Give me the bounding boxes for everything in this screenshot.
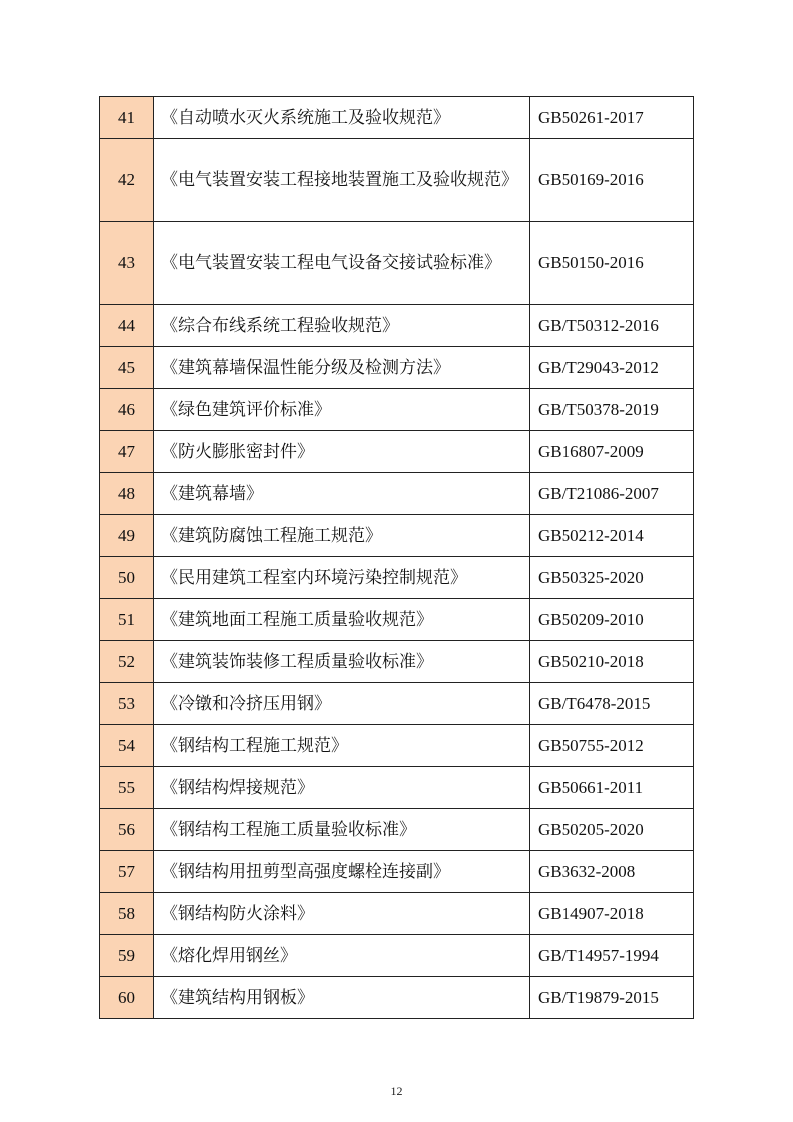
table-row: [100, 893, 694, 935]
standards-table: [99, 96, 694, 1019]
table-row: [100, 599, 694, 641]
standard-code: GB/T29043-2012: [530, 347, 694, 389]
standard-title: 《综合布线系统工程验收规范》: [154, 305, 530, 347]
table-row: [100, 515, 694, 557]
standard-code: GB/T50312-2016: [530, 305, 694, 347]
table-row: [100, 347, 694, 389]
row-number: 42: [100, 139, 154, 222]
row-number: 59: [100, 935, 154, 977]
table-row: [100, 473, 694, 515]
row-number: 53: [100, 683, 154, 725]
row-number: 43: [100, 222, 154, 305]
table-row: [100, 641, 694, 683]
page-number: 12: [390, 1084, 403, 1098]
standard-code: GB50205-2020: [530, 809, 694, 851]
row-number: 44: [100, 305, 154, 347]
standard-code: GB50209-2010: [530, 599, 694, 641]
row-number: 46: [100, 389, 154, 431]
standard-title: 《建筑装饰装修工程质量验收标准》: [154, 641, 530, 683]
row-number: 60: [100, 977, 154, 1019]
standard-title: 《钢结构焊接规范》: [154, 767, 530, 809]
standard-code: GB50661-2011: [530, 767, 694, 809]
standard-code: GB50755-2012: [530, 725, 694, 767]
standard-code: GB50169-2016: [530, 139, 694, 222]
standard-code: GB/T14957-1994: [530, 935, 694, 977]
standard-title: 《自动喷水灭火系统施工及验收规范》: [154, 97, 530, 139]
standard-code: GB50325-2020: [530, 557, 694, 599]
standard-code: GB/T6478-2015: [530, 683, 694, 725]
table-row: [100, 305, 694, 347]
standard-title: 《防火膨胀密封件》: [154, 431, 530, 473]
row-number: 50: [100, 557, 154, 599]
standard-title: 《建筑结构用钢板》: [154, 977, 530, 1019]
row-number: 56: [100, 809, 154, 851]
standard-title: 《建筑防腐蚀工程施工规范》: [154, 515, 530, 557]
standard-title: 《钢结构防火涂料》: [154, 893, 530, 935]
standard-title: 《熔化焊用钢丝》: [154, 935, 530, 977]
standard-title: 《绿色建筑评价标准》: [154, 389, 530, 431]
row-number: 45: [100, 347, 154, 389]
table-row: [100, 809, 694, 851]
row-number: 48: [100, 473, 154, 515]
table-row: [100, 431, 694, 473]
row-number: 41: [100, 97, 154, 139]
table-row: [100, 97, 694, 139]
standard-title: 《钢结构工程施工规范》: [154, 725, 530, 767]
standard-title: 《冷镦和冷挤压用钢》: [154, 683, 530, 725]
table-row: [100, 389, 694, 431]
standard-title: 《建筑幕墙》: [154, 473, 530, 515]
standard-title: 《钢结构工程施工质量验收标准》: [154, 809, 530, 851]
standard-title: 《建筑幕墙保温性能分级及检测方法》: [154, 347, 530, 389]
table-row: [100, 222, 694, 305]
row-number: 52: [100, 641, 154, 683]
standard-title: 《民用建筑工程室内环境污染控制规范》: [154, 557, 530, 599]
table-row: [100, 767, 694, 809]
table-row: [100, 683, 694, 725]
standard-code: GB50261-2017: [530, 97, 694, 139]
table-row: [100, 557, 694, 599]
standard-title: 《钢结构用扭剪型高强度螺栓连接副》: [154, 851, 530, 893]
row-number: 55: [100, 767, 154, 809]
row-number: 51: [100, 599, 154, 641]
row-number: 47: [100, 431, 154, 473]
row-number: 49: [100, 515, 154, 557]
standard-code: GB/T50378-2019: [530, 389, 694, 431]
row-number: 54: [100, 725, 154, 767]
standard-code: GB3632-2008: [530, 851, 694, 893]
row-number: 58: [100, 893, 154, 935]
table-row: [100, 851, 694, 893]
standard-title: 《建筑地面工程施工质量验收规范》: [154, 599, 530, 641]
standard-code: GB/T19879-2015: [530, 977, 694, 1019]
standard-code: GB/T21086-2007: [530, 473, 694, 515]
standard-code: GB14907-2018: [530, 893, 694, 935]
standard-code: GB50150-2016: [530, 222, 694, 305]
standard-title: 《电气装置安装工程接地装置施工及验收规范》: [154, 139, 530, 222]
table-row: [100, 139, 694, 222]
standard-code: GB50210-2018: [530, 641, 694, 683]
table-row: [100, 725, 694, 767]
standard-title: 《电气装置安装工程电气设备交接试验标准》: [154, 222, 530, 305]
table-row: [100, 977, 694, 1019]
standard-code: GB50212-2014: [530, 515, 694, 557]
row-number: 57: [100, 851, 154, 893]
standard-code: GB16807-2009: [530, 431, 694, 473]
table-row: [100, 935, 694, 977]
